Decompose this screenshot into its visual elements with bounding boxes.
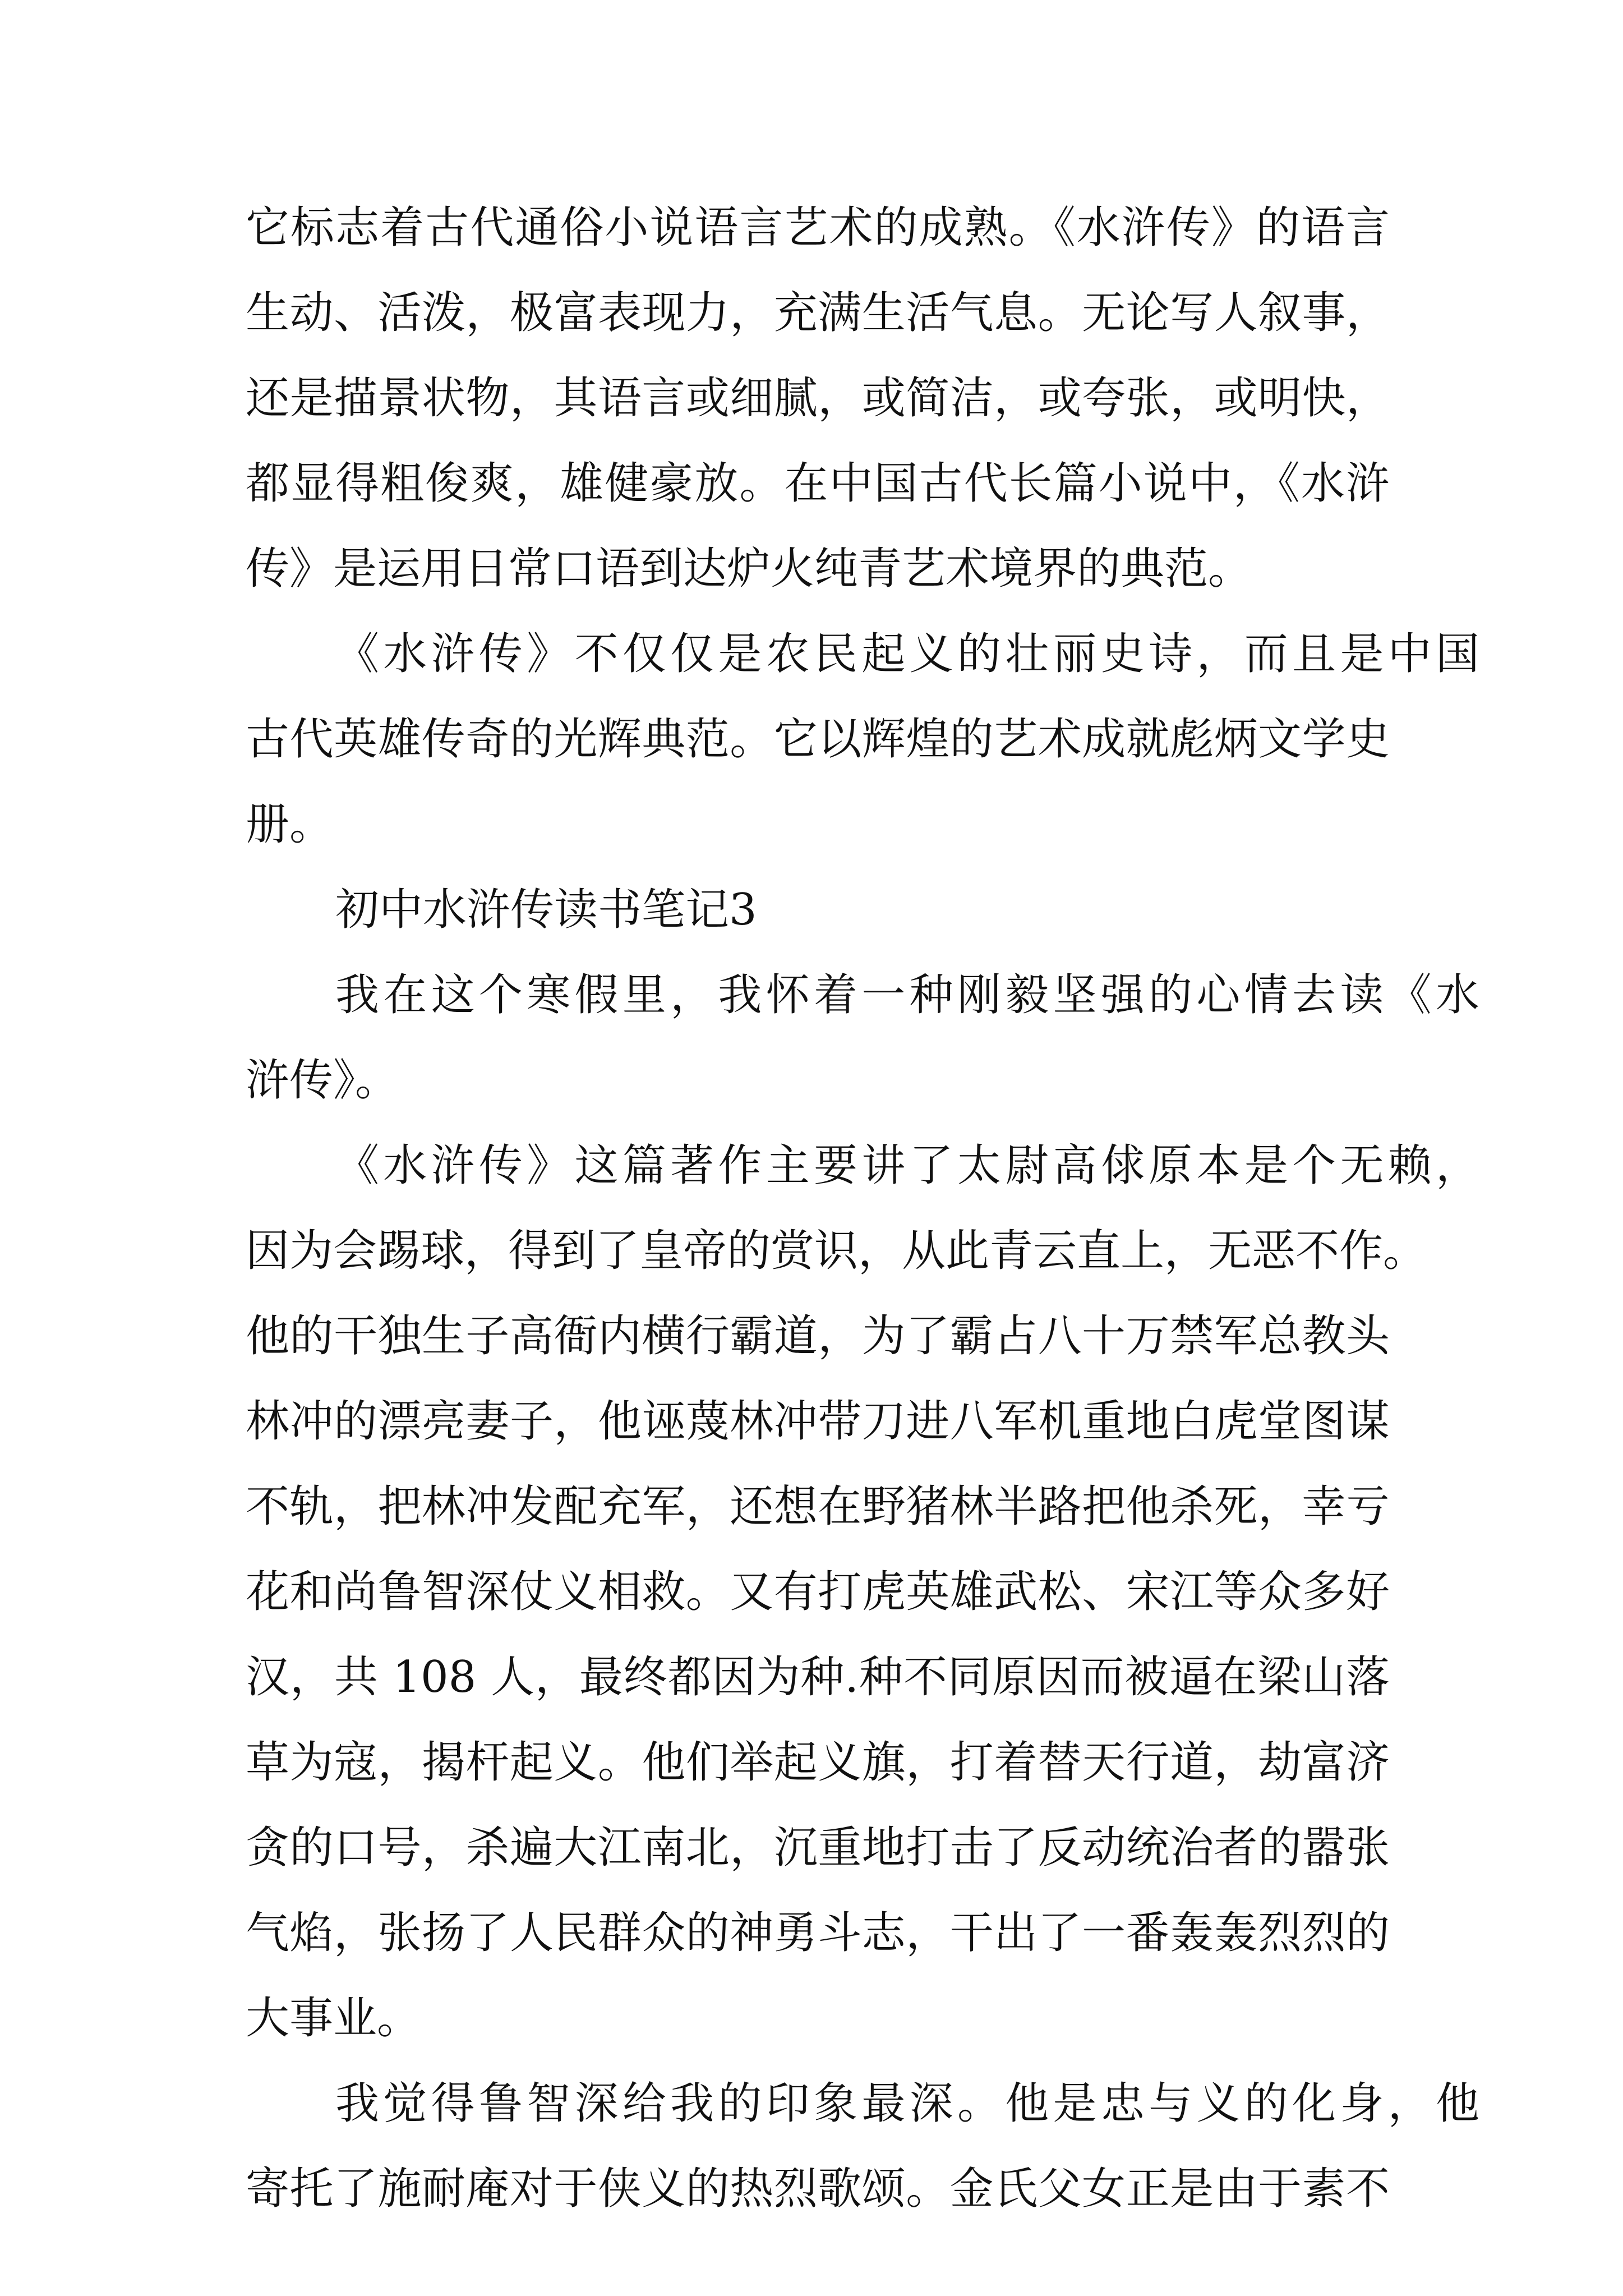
text-line: 气焰，张扬了人民群众的神勇斗志，干出了一番轰轰烈烈的 <box>246 1908 1390 1958</box>
text-line: 他的干独生子高衙内横行霸道，为了霸占八十万禁军总教头 <box>246 1311 1390 1361</box>
text-line: 册。 <box>246 799 334 850</box>
text-line: 因为会踢球，得到了皇帝的赏识，从此青云直上，无恶不作。 <box>246 1226 1427 1276</box>
text-line: 浒传》。 <box>246 1055 399 1106</box>
text-line: 都显得粗俊爽，雄健豪放。在中国古代长篇小说中，《水浒 <box>246 458 1390 509</box>
text-line: 《水浒传》这篇著作主要讲了太尉高俅原本是个无赖， <box>335 1140 1479 1191</box>
text-line: 草为寇，揭杆起义。他们举起义旗，打着替天行道，劫富济 <box>246 1737 1390 1788</box>
text-line: 《水浒传》不仅仅是农民起义的壮丽史诗，而且是中国 <box>335 629 1479 679</box>
text-line: 花和尚鲁智深仗义相救。又有打虎英雄武松、宋江等众多好 <box>246 1567 1390 1617</box>
text-line: 汉，共 108 人，最终都因为种.种不同原因而被逼在梁山落 <box>246 1652 1390 1703</box>
document-body <box>246 185 1479 2231</box>
text-line: 它标志着古代通俗小说语言艺术的成熟。《水浒传》的语言 <box>246 203 1390 253</box>
text-line: 还是描景状物，其语言或细腻，或简洁，或夸张，或明快， <box>246 373 1390 424</box>
text-line: 生动、活泼，极富表现力，充满生活气息。无论写人叙事， <box>246 288 1390 338</box>
text-line: 传》是运用日常口语到达炉火纯青艺术境界的典范。 <box>246 544 1252 594</box>
text-line: 寄托了施耐庵对于侠义的热烈歌颂。金氏父女正是由于素不 <box>246 2164 1390 2214</box>
text-line: 古代英雄传奇的光辉典范。它以辉煌的艺术成就彪炳文学史 <box>246 714 1390 765</box>
text-line: 大事业。 <box>246 1993 421 2044</box>
text-line: 我在这个寒假里，我怀着一种刚毅坚强的心情去读《水 <box>335 970 1479 1020</box>
text-line: 林冲的漂亮妻子，他诬蔑林冲带刀进八军机重地白虎堂图谋 <box>246 1396 1390 1447</box>
text-line: 贪的口号，杀遍大江南北，沉重地打击了反动统治者的嚣张 <box>246 1823 1390 1873</box>
section-heading: 初中水浒传读书笔记3 <box>335 885 757 935</box>
text-line: 不轨，把林冲发配充军，还想在野猪林半路把他杀死，幸亏 <box>246 1481 1390 1532</box>
text-line: 我觉得鲁智深给我的印象最深。他是忠与义的化身，他 <box>335 2078 1479 2129</box>
